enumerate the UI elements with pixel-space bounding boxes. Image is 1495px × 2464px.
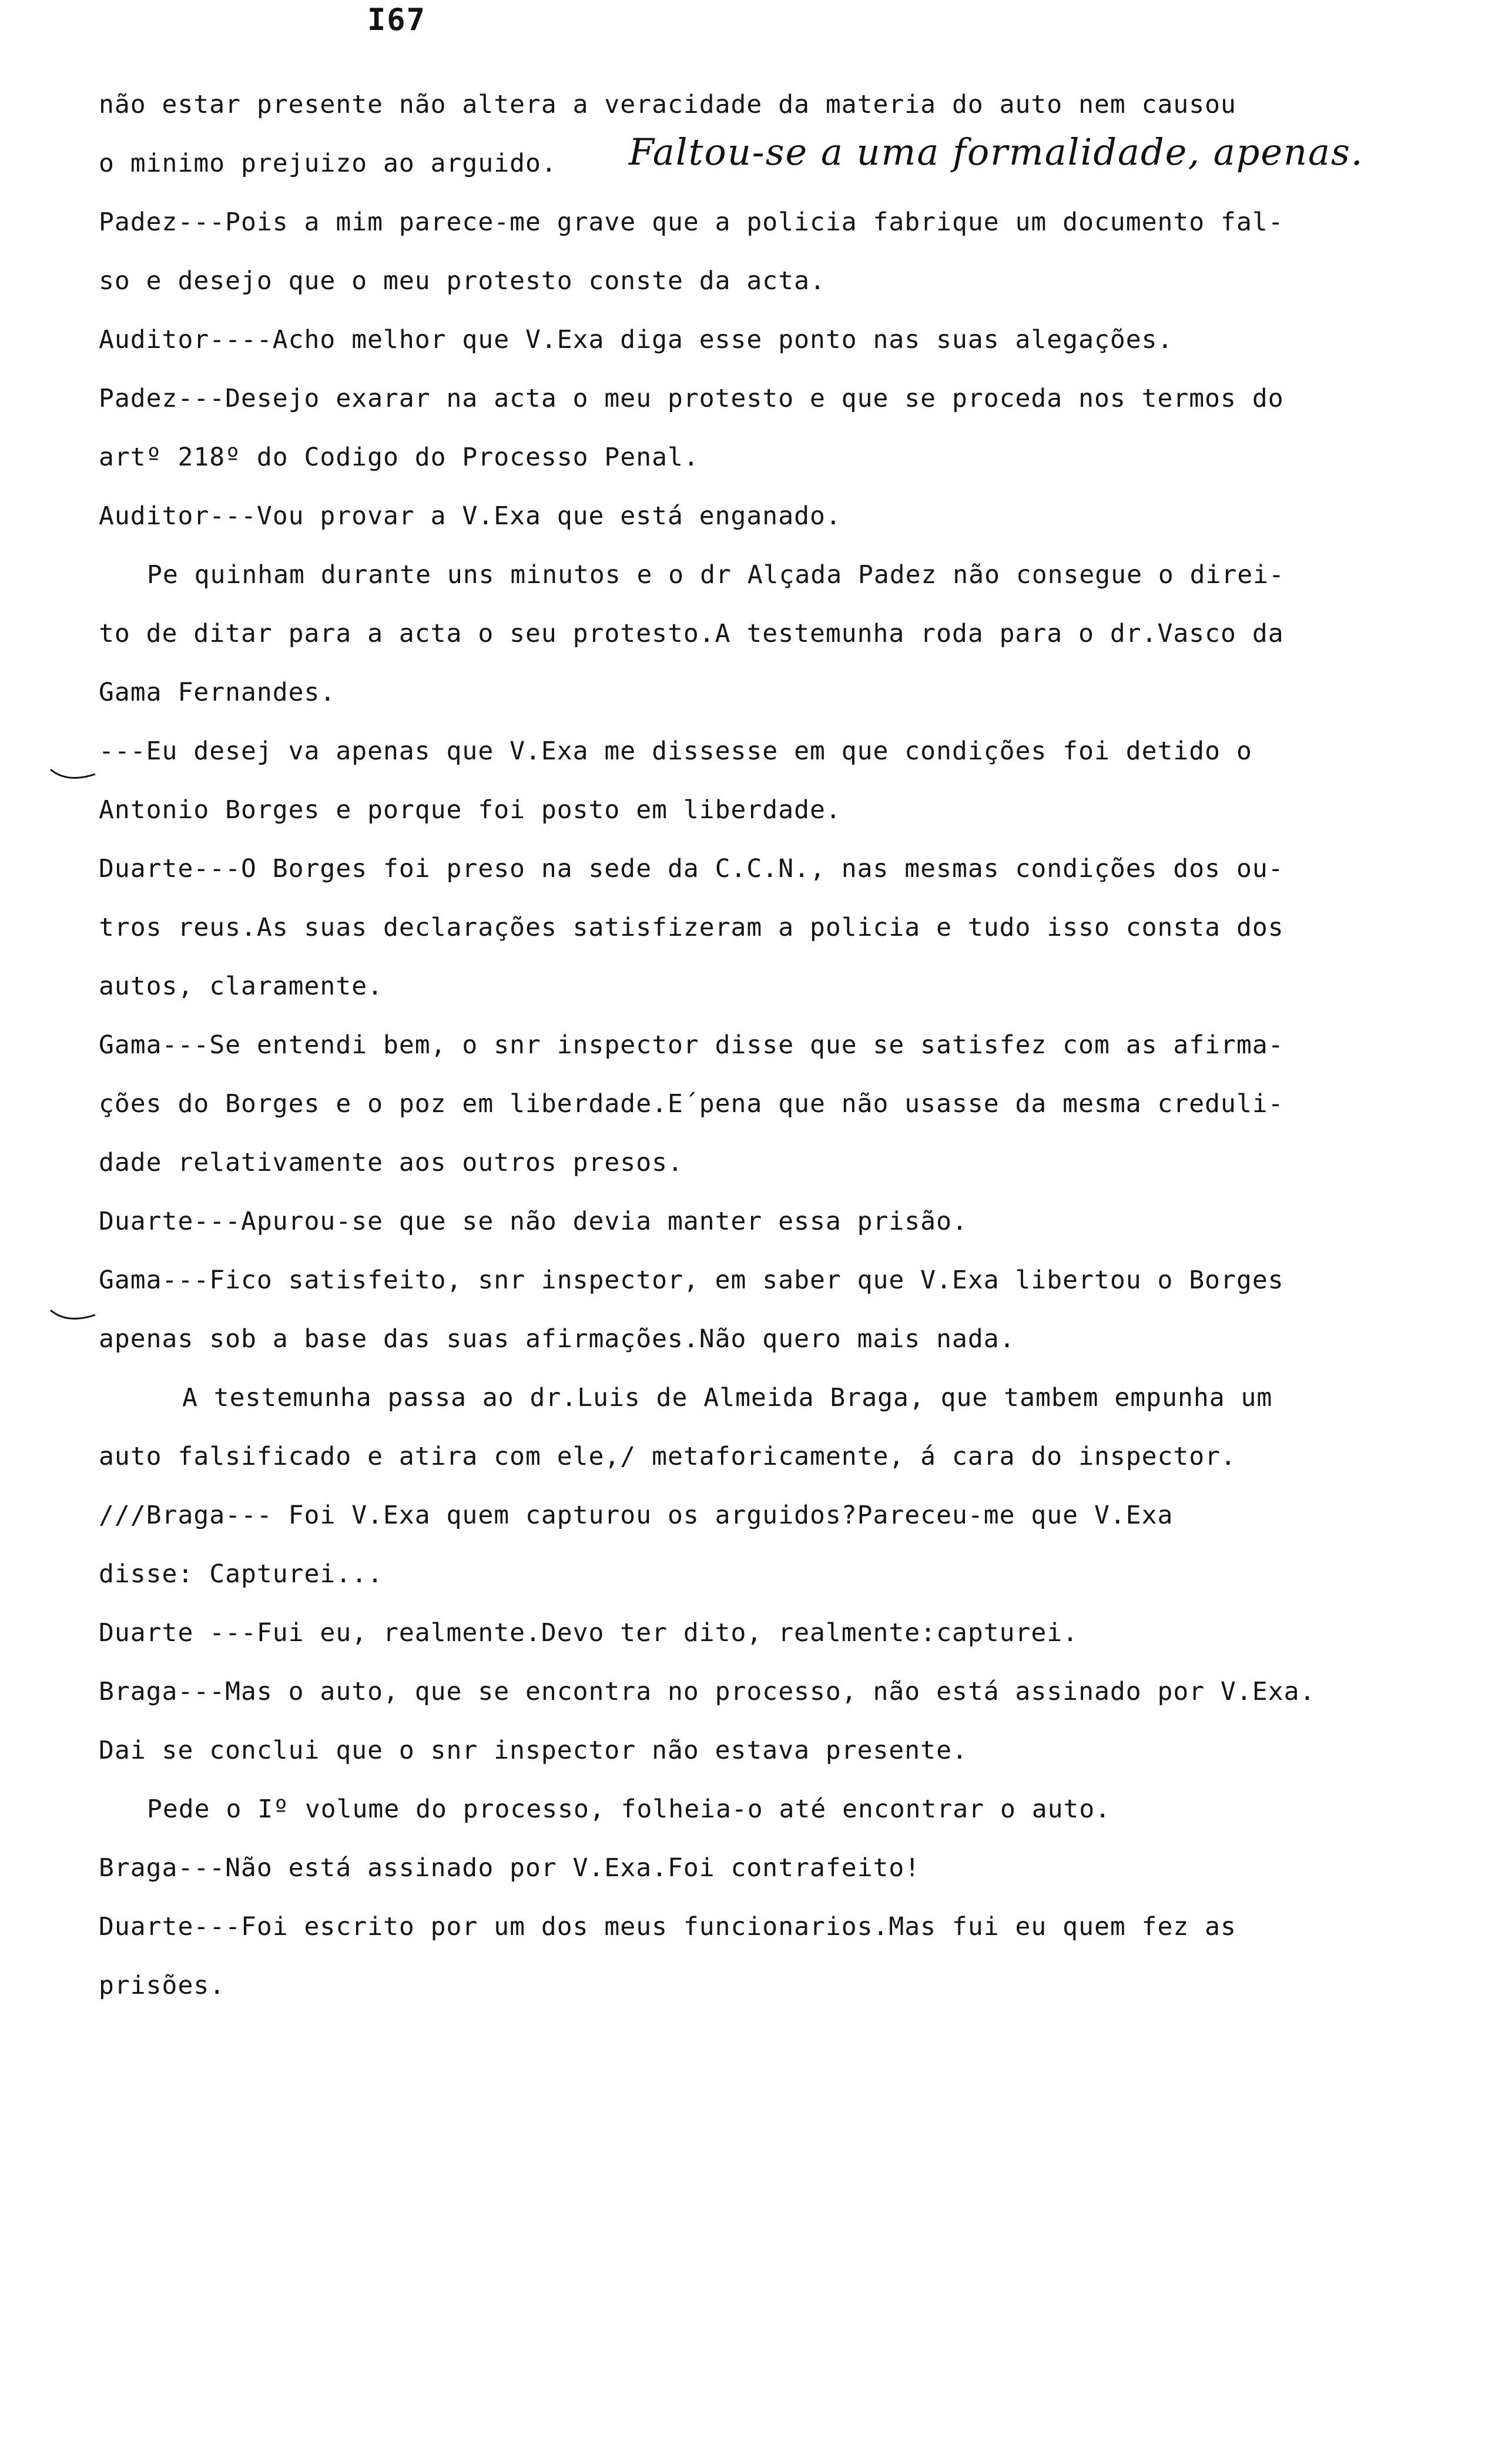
text-line: Padez---Pois a mim parece-me grave que a policia fabrique um documento fal- [99,207,1284,237]
text-line: Duarte---O Borges foi preso na sede da C.C.N., nas mesmas condições dos ou- [99,854,1284,883]
page-number: I67 [367,2,426,38]
margin-tick-mark [49,767,96,785]
text-line: Gama---Fico satisfeito, snr inspector, em saber que V.Exa libertou o Borges [99,1266,1284,1295]
text-line: Dai se conclui que o snr inspector não estava presente. [99,1736,968,1765]
text-line: Padez---Desejo exarar na acta o meu protesto e que se proceda nos termos do [99,384,1284,413]
handwritten-note: Faltou-se a uma formalidade, apenas. [629,130,1364,173]
text-line: Braga---Mas o auto, que se encontra no processo, não está assinado por V.Exa. [99,1677,1316,1706]
text-line: Antonio Borges e porque foi posto em liberdade. [99,795,842,825]
text-line: Pede o Iº volume do processo, folheia-o até encontrar o auto. [147,1795,1111,1824]
text-line: Braga---Não está assinado por V.Exa.Foi contrafeito! [99,1853,921,1883]
text-line: ---Eu desej va apenas que V.Exa me dissesse em que condições foi detido o [99,736,1252,766]
text-line: autos, claramente. [99,972,383,1001]
text-line: to de ditar para a acta o seu protesto.A testemunha roda para o dr.Vasco da [99,619,1284,648]
text-line: Pe quinham durante uns minutos e o dr Alçada Padez não consegue o direi- [147,560,1285,590]
text-line: apenas sob a base das suas afirmações.Não quero mais nada. [99,1324,1015,1354]
text-line: A testemunha passa ao dr.Luis de Almeida Braga, que tambem empunha um [182,1383,1273,1412]
margin-tick-mark [49,1308,96,1325]
text-line: Gama Fernandes. [99,678,336,707]
text-line: auto falsificado e atira com ele,/ metaforicamente, á cara do inspector. [99,1442,1236,1471]
text-line: prisões. [99,1971,226,2000]
text-line: so e desejo que o meu protesto conste da acta. [99,266,826,296]
text-line: artº 218º do Codigo do Processo Penal. [99,443,699,472]
text-line: tros reus.As suas declarações satisfizeram a policia e tudo isso consta dos [99,913,1284,942]
text-line: o minimo prejuizo ao arguido. [99,149,557,178]
text-line: Duarte---Apurou-se que se não devia manter essa prisão. [99,1207,968,1236]
text-line: dade relativamente aos outros presos. [99,1148,683,1177]
text-line: ///Braga--- Foi V.Exa quem capturou os arguidos?Pareceu-me que V.Exa [99,1501,1174,1530]
text-line: Auditor----Acho melhor que V.Exa diga esse ponto nas suas alegações. [99,325,1174,354]
text-line: disse: Capturei... [99,1559,383,1589]
text-line: Duarte---Foi escrito por um dos meus funcionarios.Mas fui eu quem fez as [99,1912,1236,1941]
text-line: ções do Borges e o poz em liberdade.E´pena que não usasse da mesma creduli- [99,1089,1284,1119]
text-line: Duarte ---Fui eu, realmente.Devo ter dito, realmente:capturei. [99,1618,1079,1648]
text-line: Auditor---Vou provar a V.Exa que está enganado. [99,501,842,531]
text-line: Gama---Se entendi bem, o snr inspector disse que se satisfez com as afirma- [99,1030,1284,1060]
text-line: não estar presente não altera a veracidade da materia do auto nem causou [99,90,1236,119]
